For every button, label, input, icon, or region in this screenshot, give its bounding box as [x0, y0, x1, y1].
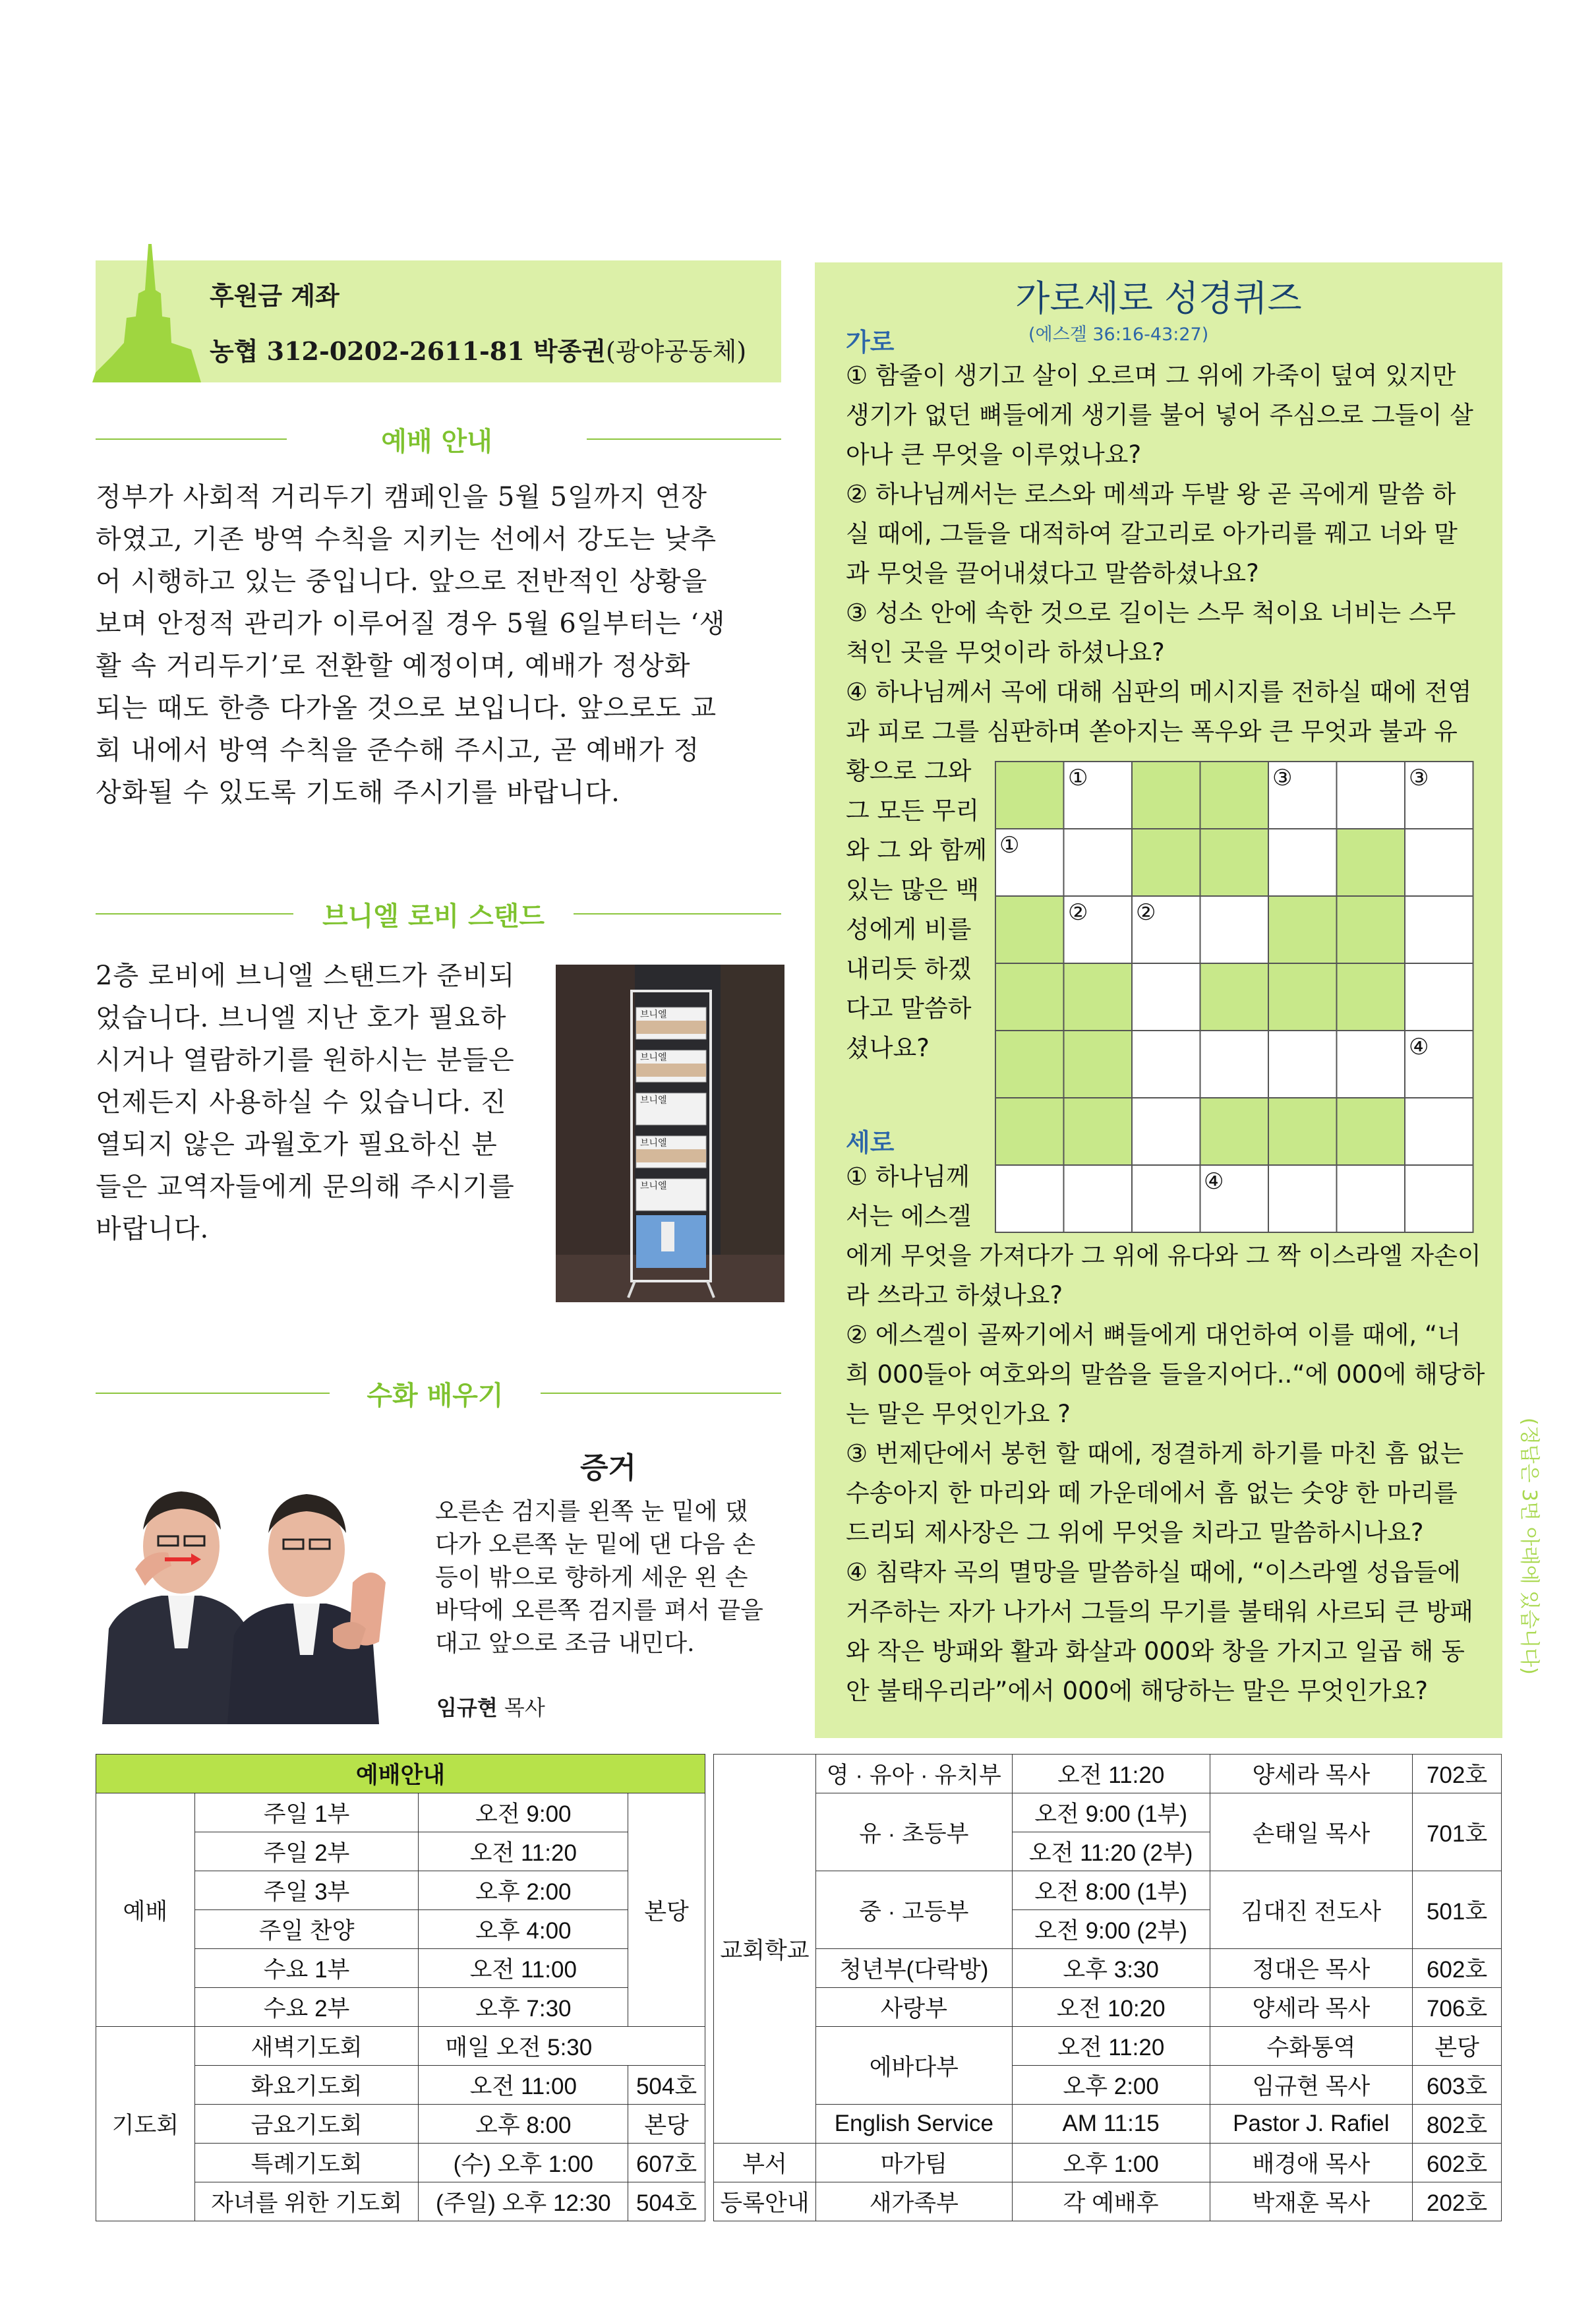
clue-line: 있는 많은 백	[846, 876, 980, 904]
service-time: 오후 7:30	[419, 1988, 628, 2027]
text-line: 었습니다. 브니엘 지난 호가 필요하	[96, 1003, 507, 1033]
church-tower-icon	[92, 244, 211, 382]
dept-time: 오후 3:30	[1012, 1949, 1210, 1988]
dept-time: 오전 11:20 (2부)	[1012, 1832, 1210, 1871]
down-clues-wrap	[846, 1157, 994, 1236]
grid-cell[interactable]	[1405, 829, 1473, 896]
grid-cell[interactable]	[1405, 896, 1473, 963]
grid-cell	[1268, 1098, 1337, 1165]
divider	[96, 438, 287, 440]
service-time: 오전 11:20	[419, 1832, 628, 1871]
clue-line: 과 피로 그를 심판하며 쏟아지는 폭우와 큰 무엇과 불과 유	[846, 717, 1458, 746]
across-label: 가로	[846, 328, 895, 357]
service-name: 주일 2부	[194, 1832, 419, 1871]
dept-name: 새가족부	[815, 2182, 1012, 2221]
dept-time: 오후 1:00	[1012, 2144, 1210, 2182]
donation-bank: 농협 312-0202-2611-81 박종권	[210, 336, 606, 366]
dept-room: 702호	[1413, 1755, 1502, 1793]
worship-notice-title: 예배 안내	[381, 427, 492, 457]
side-note-text: (정답은 3면 아래에 있습니다)	[1518, 1418, 1541, 1675]
dept-leader: 수화통역	[1210, 2027, 1413, 2066]
service-name: 주일 찬양	[194, 1910, 419, 1949]
text-line: 언제든지 사용하실 수 있습니다. 진	[96, 1087, 507, 1118]
clue-line: 생기가 없던 뼈들에게 생기를 불어 넣어 주심으로 그들이 살	[846, 401, 1473, 429]
grid-cell	[1064, 963, 1133, 1031]
worship-group-label: 예배	[96, 1793, 195, 2027]
clue-line: 는 말은 무엇인가요 ?	[846, 1400, 1071, 1428]
clue-line: 서는 에스겔	[846, 1202, 972, 1230]
clue-line: 아나 큰 무엇을 이루었나요?	[846, 440, 1142, 469]
grid-cell	[1200, 963, 1269, 1031]
grid-cell[interactable]	[1337, 1031, 1405, 1098]
divider	[587, 438, 781, 440]
prayer-time: 오후 8:00	[419, 2105, 628, 2144]
dept-time: 오전 9:00 (1부)	[1012, 1793, 1210, 1832]
crossword-grid	[995, 762, 1473, 1234]
text-line: 정부가 사회적 거리두기 캠페인을 5월 5일까지 연장	[96, 482, 707, 512]
dept-leader: 정대은 목사	[1210, 1949, 1413, 1988]
sign-word: 증거	[580, 1451, 637, 1485]
dept-name: English Service	[815, 2105, 1012, 2144]
grid-cell	[1132, 829, 1200, 896]
grid-cell	[1337, 896, 1405, 963]
clue-line: 내리듯 하겠	[846, 955, 972, 983]
author-title: 목사	[497, 1695, 545, 1720]
text-line: 2층 로비에 브니엘 스탠드가 준비되	[96, 961, 516, 991]
grid-cell[interactable]	[995, 1165, 1064, 1232]
dept-room: 602호	[1413, 2144, 1502, 2182]
service-time: 오전 9:00	[419, 1793, 628, 1832]
down-clues	[846, 1236, 1492, 1711]
schedule-header: 예배안내	[96, 1755, 705, 1793]
clue-line: 척인 곳을 무엇이라 하셨나요?	[846, 638, 1165, 667]
sign-description	[435, 1495, 791, 1660]
rack-label: 브니엘	[640, 1181, 667, 1191]
prayer-name: 금요기도회	[194, 2105, 419, 2144]
clue-line: 라 쓰라고 하셨나요?	[846, 1281, 1063, 1309]
service-name: 주일 1부	[194, 1793, 419, 1832]
dept-time: 오전 10:20	[1012, 1988, 1210, 2027]
prayer-place: 504호	[628, 2066, 705, 2105]
dept-name: 중 · 고등부	[815, 1871, 1012, 1949]
grid-cell	[1132, 762, 1200, 829]
text-line: 들은 교역자들에게 문의해 주시기를	[96, 1172, 515, 1202]
clue-line: 드리되 제사장은 그 위에 무엇을 치라고 말씀하시나요?	[846, 1518, 1424, 1547]
grid-number: ②	[1068, 899, 1088, 926]
sign-language-title: 수화 배우기	[367, 1381, 504, 1411]
clue-line: 그 모든 무리	[846, 796, 980, 825]
dept-room: 603호	[1413, 2066, 1502, 2105]
clue-line: 황으로 그와	[846, 757, 972, 785]
grid-cell	[1337, 829, 1405, 896]
across-clues-wrap	[846, 752, 994, 1068]
service-name: 주일 3부	[194, 1871, 419, 1910]
text-line: 되는 때도 한층 다가올 것으로 보입니다. 앞으로도 교	[96, 693, 717, 723]
lobby-stand-body	[96, 955, 544, 1250]
text-line: 활 속 거리두기’로 전환할 예정이며, 예배가 정상화	[96, 651, 691, 681]
clue-line: 안 불태우리라”에서 000에 해당하는 말은 무엇인가요?	[846, 1677, 1429, 1705]
grid-number: ④	[1409, 1034, 1429, 1060]
grid-cell	[995, 762, 1064, 829]
dept-leader: 임규현 목사	[1210, 2066, 1413, 2105]
service-time: 오전 11:00	[419, 1949, 628, 1988]
text-line: 시거나 열람하기를 원하시는 분들은	[96, 1045, 515, 1075]
clue-line: 수송아지 한 마리와 떼 가운데에서 흠 없는 숫양 한 마리를	[846, 1479, 1458, 1507]
grid-number: ②	[1136, 899, 1156, 926]
donation-account	[210, 331, 746, 367]
text-line: 대고 앞으로 조금 내민다.	[435, 1630, 695, 1657]
grid-cell	[1337, 963, 1405, 1031]
dept-name: 마가팀	[815, 2144, 1012, 2182]
grid-cell	[995, 1031, 1064, 1098]
dept-time: 오전 11:20	[1012, 2027, 1210, 2066]
text-line: 보며 안정적 관리가 이루어질 경우 5월 6일부터는 ‘생	[96, 609, 726, 639]
prayer-time: (주일) 오후 12:30	[419, 2182, 628, 2221]
grid-cell[interactable]	[1064, 829, 1133, 896]
clue-line: ③ 번제단에서 봉헌 할 때에, 정결하게 하기를 마친 흠 없는	[846, 1439, 1464, 1468]
lobby-stand-photo	[556, 965, 784, 1302]
text-line: 열되지 않은 과월호가 필요하신 분	[96, 1129, 498, 1160]
dept-room: 706호	[1413, 1988, 1502, 2027]
service-place: 본당	[628, 1793, 705, 2027]
donation-title: 후원금 계좌	[210, 282, 340, 311]
dept-name: 영 · 유아 · 유치부	[815, 1755, 1012, 1793]
clue-line: 다고 말씀하	[846, 994, 972, 1023]
grid-cell[interactable]	[1337, 762, 1405, 829]
dept-leader: Pastor J. Rafiel	[1210, 2105, 1413, 2144]
divider	[96, 1393, 330, 1394]
dept-name: 유 · 초등부	[815, 1793, 1012, 1871]
lobby-stand-title: 브니엘 로비 스탠드	[322, 901, 545, 932]
dept-room: 602호	[1413, 1949, 1502, 1988]
dept-time: 각 예배후	[1012, 2182, 1210, 2221]
dept-time: 오전 8:00 (1부)	[1012, 1871, 1210, 1910]
clue-line: 실 때에, 그들을 대적하여 갈고리로 아가리를 꿰고 너와 말	[846, 520, 1458, 548]
dept-name: 사랑부	[815, 1988, 1012, 2027]
clue-line: ② 에스겔이 골짜기에서 뼈들에게 대언하여 이를 때에, “너	[846, 1321, 1461, 1349]
clue-line: 거주하는 자가 나가서 그들의 무기를 불태워 사르되 큰 방패	[846, 1598, 1473, 1626]
rack-label: 브니엘	[640, 1138, 667, 1149]
dept-time: 오전 11:20	[1012, 1755, 1210, 1793]
prayer-name: 자녀를 위한 기도회	[194, 2182, 419, 2221]
text-line: 하였고, 기존 방역 수칙을 지키는 선에서 강도는 낮추	[96, 524, 717, 555]
grid-cell	[1064, 1031, 1133, 1098]
grid-cell	[1064, 1098, 1133, 1165]
prayer-time: (수) 오후 1:00	[419, 2144, 628, 2182]
grid-number: ③	[1272, 765, 1293, 791]
divider	[96, 913, 293, 915]
grid-cell	[1337, 1098, 1405, 1165]
clue-line: ④ 하나님께서 곡에 대해 심판의 메시지를 전하실 때에 전염	[846, 678, 1472, 706]
clue-line: 에게 무엇을 가져다가 그 위에 유다와 그 짝 이스라엘 자손이	[846, 1242, 1481, 1270]
grid-number: ④	[1204, 1168, 1224, 1195]
clue-line: ② 하나님께서는 로스와 메섹과 두발 왕 곧 곡에게 말씀 하	[846, 480, 1456, 508]
service-time: 오후 2:00	[419, 1871, 628, 1910]
dept-time: 오전 9:00 (2부)	[1012, 1910, 1210, 1949]
prayer-place: 607호	[628, 2144, 705, 2182]
grid-cell[interactable]	[1337, 1165, 1405, 1232]
text-line: 다가 오른쪽 눈 밑에 댄 다음 손	[435, 1531, 755, 1558]
dept-leader: 손태일 목사	[1210, 1793, 1413, 1871]
grid-cell	[1200, 829, 1269, 896]
grid-cell[interactable]	[1405, 1098, 1473, 1165]
dept-leader: 양세라 목사	[1210, 1755, 1413, 1793]
answer-side-note	[1504, 1418, 1541, 1734]
dept-room: 802호	[1413, 2105, 1502, 2144]
dept-time: 오후 2:00	[1012, 2066, 1210, 2105]
dept-time: AM 11:15	[1012, 2105, 1210, 2144]
grid-cell[interactable]	[1268, 829, 1337, 896]
worship-schedule-table	[96, 1754, 705, 2221]
dept-leader: 박재훈 목사	[1210, 2182, 1413, 2221]
quiz-title: 가로세로 성경퀴즈	[1015, 278, 1302, 319]
prayer-place: 504호	[628, 2182, 705, 2221]
prayer-name: 특례기도회	[194, 2144, 419, 2182]
text-line: 상화될 수 있도록 기도해 주시기를 바랍니다.	[96, 777, 620, 808]
prayer-place: 본당	[628, 2105, 705, 2144]
text-line: 어 시행하고 있는 중입니다. 앞으로 전반적인 상황을	[96, 566, 708, 597]
dept-leader: 양세라 목사	[1210, 1988, 1413, 2027]
text-line: 회 내에서 방역 수칙을 준수해 주시고, 곧 예배가 정	[96, 735, 700, 766]
grid-cell	[995, 1098, 1064, 1165]
worship-notice-body	[96, 476, 784, 814]
dept-room: 501호	[1413, 1871, 1502, 1949]
service-name: 수요 2부	[194, 1988, 419, 2027]
grid-cell[interactable]	[1200, 896, 1269, 963]
text-line: 바랍니다.	[96, 1214, 210, 1244]
grid-cell	[1268, 896, 1337, 963]
grid-cell[interactable]	[1405, 1165, 1473, 1232]
divider	[574, 913, 781, 915]
grid-cell	[1268, 963, 1337, 1031]
dept-leader: 배경애 목사	[1210, 2144, 1413, 2182]
across-clues	[846, 356, 1492, 752]
grid-cell[interactable]	[1132, 1165, 1200, 1232]
school-group-label: 교회학교	[714, 1755, 816, 2144]
clue-line: 희 000들아 여호와의 말씀을 들을지어다..“에 000에 해당하	[846, 1360, 1485, 1389]
clue-line: 와 그 와 함께	[846, 836, 987, 864]
down-label: 세로	[846, 1128, 895, 1157]
grid-number: ①	[999, 832, 1020, 858]
grid-number: ①	[1068, 765, 1088, 791]
dept-room: 701호	[1413, 1793, 1502, 1871]
rack-label: 브니엘	[640, 1052, 667, 1063]
clue-line: ① 하나님께	[846, 1162, 970, 1191]
text-line: 오른손 검지를 왼쪽 눈 밑에 댔	[435, 1498, 748, 1525]
rack-label: 브니엘	[640, 1095, 667, 1106]
grid-cell[interactable]	[1064, 1165, 1133, 1232]
clue-line: 와 작은 방패와 활과 화살과 000와 창을 가지고 일곱 해 동	[846, 1637, 1465, 1666]
text-line: 등이 밖으로 향하게 세운 왼 손	[435, 1564, 748, 1591]
grid-cell[interactable]	[1200, 1031, 1269, 1098]
grid-cell	[995, 963, 1064, 1031]
rack-label: 브니엘	[640, 1009, 667, 1020]
clue-line: 성에게 비를	[846, 915, 972, 944]
clue-line: 셨나요?	[846, 1034, 930, 1062]
prayer-time: 오전 11:00	[419, 2066, 628, 2105]
sign-author	[436, 1691, 545, 1722]
bu-group-label: 부서	[714, 2144, 816, 2182]
prayer-name: 화요기도회	[194, 2066, 419, 2105]
clue-line: ① 함줄이 생기고 살이 오르며 그 위에 가죽이 덮여 있지만	[846, 361, 1456, 390]
sign-language-photo	[96, 1431, 392, 1724]
grid-cell[interactable]	[1132, 1098, 1200, 1165]
grid-cell[interactable]	[1405, 963, 1473, 1031]
grid-number: ③	[1409, 765, 1429, 791]
grid-cell[interactable]	[1268, 1031, 1337, 1098]
dept-name: 청년부(다락방)	[815, 1949, 1012, 1988]
divider	[541, 1393, 781, 1394]
grid-cell[interactable]	[1268, 1165, 1337, 1232]
grid-cell	[1200, 762, 1269, 829]
reg-group-label: 등록안내	[714, 2182, 816, 2221]
quiz-subtitle: (에스겔 36:16-43:27)	[1028, 324, 1209, 345]
grid-cell[interactable]	[1132, 1031, 1200, 1098]
author-name: 임규현	[436, 1695, 498, 1720]
clue-line: 과 무엇을 끌어내셨다고 말씀하셨나요?	[846, 559, 1259, 587]
service-time: 오후 4:00	[419, 1910, 628, 1949]
prayer-name: 새벽기도회	[194, 2027, 419, 2066]
dept-leader: 김대진 전도사	[1210, 1871, 1413, 1949]
department-schedule-table	[713, 1754, 1502, 2221]
dept-name: 에바다부	[815, 2027, 1012, 2105]
grid-cell[interactable]	[1132, 963, 1200, 1031]
clue-line: ④ 침략자 곡의 멸망을 말씀하실 때에, “이스라엘 성읍들에	[846, 1558, 1461, 1586]
prayer-group-label: 기도회	[96, 2027, 195, 2221]
grid-cell	[995, 896, 1064, 963]
dept-room: 본당	[1413, 2027, 1502, 2066]
service-name: 수요 1부	[194, 1949, 419, 1988]
text-line: 바닥에 오른쪽 검지를 펴서 끝을	[435, 1597, 763, 1624]
donation-holder: (광야공동체)	[606, 337, 747, 366]
dept-room: 202호	[1413, 2182, 1502, 2221]
grid-cell	[1200, 1098, 1269, 1165]
prayer-time: 매일 오전 5:30	[419, 2027, 705, 2066]
clue-line: ③ 성소 안에 속한 것으로 길이는 스무 척이요 너비는 스무	[846, 599, 1456, 627]
